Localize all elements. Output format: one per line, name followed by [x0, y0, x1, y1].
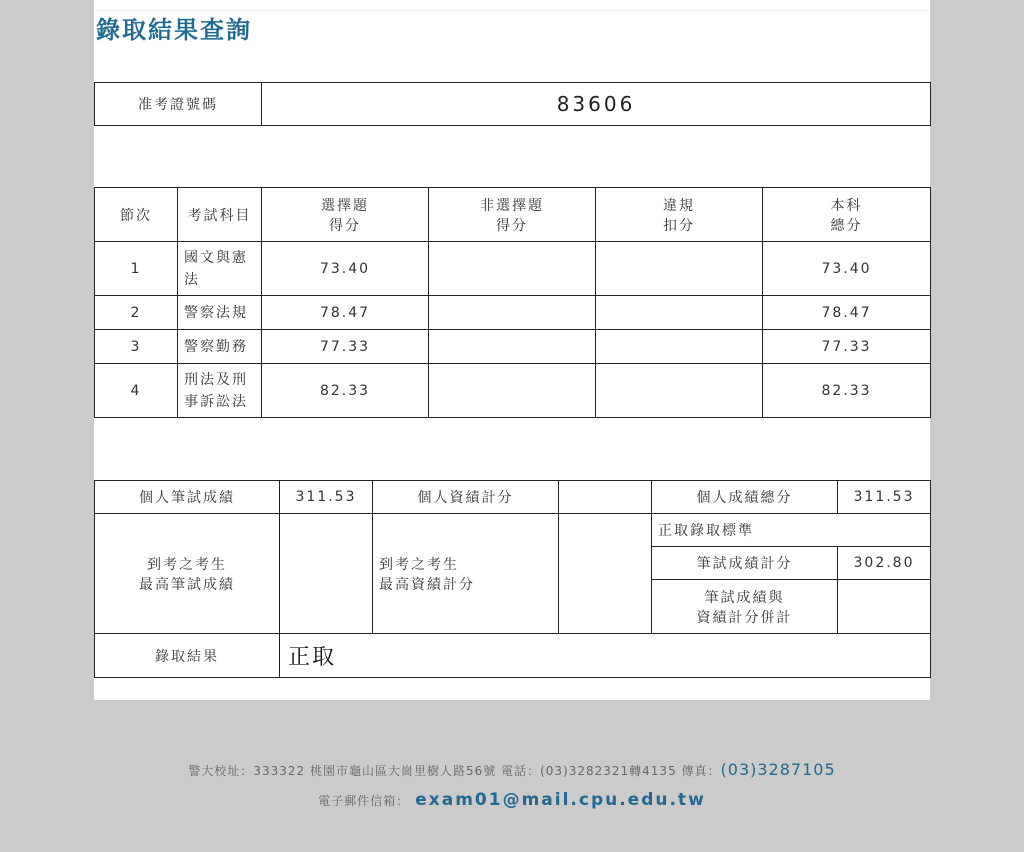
top-credential-label-line1: 到考之考生	[379, 556, 459, 573]
exam-id-row	[95, 83, 931, 126]
standard-written-value: 302.80	[838, 547, 931, 580]
row-mc-score: 77.33	[262, 330, 429, 364]
exam-id-value: 83606	[262, 83, 931, 126]
top-written-label-line2: 最高筆試成績	[139, 576, 235, 593]
row-session: 3	[95, 330, 178, 364]
row-nonmc-score	[429, 242, 596, 296]
personal-written-value: 311.53	[280, 481, 373, 514]
top-credential-label-line2: 最高資績計分	[379, 576, 475, 593]
standard-written-label: 筆試成績計分	[652, 547, 838, 580]
row-nonmc-score	[429, 364, 596, 418]
personal-credential-label: 個人資績計分	[373, 481, 559, 514]
row-session: 1	[95, 242, 178, 296]
standard-combined-label-line1: 筆試成績與	[704, 589, 785, 606]
header-mc-line1: 選擇題	[321, 197, 369, 214]
row-session: 4	[95, 364, 178, 418]
header-mc-line2: 得分	[329, 217, 361, 234]
top-written-label-line1: 到考之考生	[147, 556, 227, 573]
exam-id-label: 准考證號碼	[95, 83, 262, 126]
header-total-line2: 總分	[830, 217, 863, 234]
header-total	[763, 188, 931, 242]
footer-email-line	[0, 790, 1024, 810]
footer-email-label: 電子郵件信箱：	[318, 794, 410, 808]
standard-label: 正取錄取標準	[652, 514, 931, 547]
standard-combined-label-line2: 資績計分併計	[696, 609, 793, 626]
top-credential-value	[559, 514, 652, 634]
row-nonmc-score	[429, 330, 596, 364]
row-penalty	[596, 330, 763, 364]
row-nonmc-score	[429, 296, 596, 330]
header-penalty	[596, 188, 763, 242]
row-mc-score: 82.33	[262, 364, 429, 418]
row-penalty	[596, 364, 763, 418]
row-total: 77.33	[763, 330, 931, 364]
top-written-value	[280, 514, 373, 634]
table-row	[95, 296, 931, 330]
row-penalty	[596, 296, 763, 330]
header-nonmc-line1: 非選擇題	[480, 197, 544, 214]
header-penalty-line2: 扣分	[663, 217, 695, 234]
summary-row-personal	[95, 481, 931, 514]
standard-combined-label	[652, 580, 838, 634]
row-session: 2	[95, 296, 178, 330]
header-mc-score	[262, 188, 429, 242]
result-label: 錄取結果	[95, 634, 280, 678]
standard-combined-value	[838, 580, 931, 634]
row-total: 82.33	[763, 364, 931, 418]
row-total: 78.47	[763, 296, 931, 330]
row-subject: 警察法規	[178, 296, 262, 330]
personal-written-label: 個人筆試成績	[95, 481, 280, 514]
row-subject-line2: 事訴訟法	[184, 393, 248, 410]
result-value: 正取	[280, 634, 931, 678]
header-session: 節次	[95, 188, 178, 242]
row-mc-score: 73.40	[262, 242, 429, 296]
table-row	[95, 330, 931, 364]
content-panel	[94, 0, 930, 700]
row-subject-line2: 法	[184, 271, 200, 288]
row-subject: 警察勤務	[178, 330, 262, 364]
personal-total-label: 個人成績總分	[652, 481, 838, 514]
row-penalty	[596, 242, 763, 296]
footer-address: 警大校址：333322 桃園市龜山區大崗里樹人路56號 電話：(03)3282321轉4135 傳真：	[188, 764, 721, 778]
footer-fax: (03)3287105	[720, 760, 836, 779]
summary-row-top-a	[95, 514, 931, 547]
header-penalty-line1: 違規	[663, 197, 695, 214]
row-subject	[178, 364, 262, 418]
row-subject	[178, 242, 262, 296]
exam-id-table	[94, 82, 931, 126]
top-written-label	[95, 514, 280, 634]
table-row	[95, 364, 931, 418]
personal-total-value: 311.53	[838, 481, 931, 514]
footer-address-line	[0, 760, 1024, 779]
scores-header-row	[95, 188, 931, 242]
header-nonmc-line2: 得分	[496, 217, 528, 234]
header-nonmc-score	[429, 188, 596, 242]
page-title: 錄取結果查詢	[96, 16, 252, 44]
table-row	[95, 242, 931, 296]
footer-email-link[interactable]: exam01@mail.cpu.edu.tw	[415, 790, 706, 810]
row-subject-line1: 刑法及刑	[184, 371, 248, 388]
row-mc-score: 78.47	[262, 296, 429, 330]
row-subject-line1: 國文與憲	[184, 249, 248, 266]
summary-table	[94, 480, 931, 678]
row-total: 73.40	[763, 242, 931, 296]
personal-credential-value	[559, 481, 652, 514]
scores-table	[94, 187, 931, 418]
header-subject: 考試科目	[178, 188, 262, 242]
summary-row-result	[95, 634, 931, 678]
header-total-line1: 本科	[830, 197, 863, 214]
top-credential-label	[373, 514, 559, 634]
